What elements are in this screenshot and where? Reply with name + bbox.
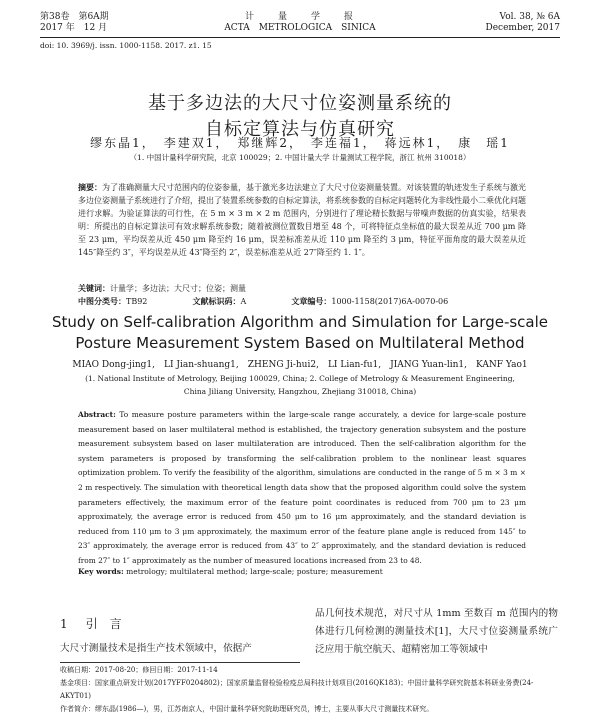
footnote-rule xyxy=(60,662,300,663)
footnotes xyxy=(60,664,560,716)
journal-en: ACTA METROLOGICA SINICA xyxy=(224,23,376,33)
journal-cn: 计 量 学 报 xyxy=(244,12,355,22)
affiliation-en-line1: (1. National Institute of Metrology, Beijing 100029, China; 2. College of Metrology & Measurement Engineering, xyxy=(85,374,515,383)
date-en: December, 2017 xyxy=(485,23,560,33)
footnote-author: 作者简介：缪东晶(1986—)，男，江苏南京人，中国计量科学研究院助理研究员，博士，主要从事大尺寸测量技术研究。 xyxy=(60,705,434,713)
abstract-en xyxy=(78,408,526,569)
header-rule xyxy=(40,37,560,38)
title-cn-line2: 自标定算法与仿真研究 xyxy=(205,119,395,140)
abstract-cn-text: 为了准确测量大尺寸范围内的位姿参量，基于激光多边法建立了大尺寸位姿测量装置。对该装置的轨迹发生子系统与激光多边位姿测量子系统进行了介绍，提出了装置系统参数的自标定算法，将系统参数的自标定问题转化为非线性最小二乘优化问题进行求解。为验证算法的可行性，在 5 m × 3 m × 2 m 范围内，分别进行了理论精长数据与带噪声数据的仿真实验，结果表明：所提出的自标定算法可有效求解系统参数；随着被测位置数目增至 48 个，可将特征点坐标值的最大误差从近 700 μm 降至 23 μm，平均误差从近 450 μm 降至约 16 μm，误差标准差从近 110 μm 降至约 3 μm，特征平面角度的最大误差从近 145″降至约 3″，平均误差从近 43″降至约 2″，误差标准差从近 27″降至约 1. 1″。 xyxy=(78,183,526,257)
keywords-cn xyxy=(78,282,526,295)
title-cn-line1: 基于多边法的大尺寸位姿测量系统的 xyxy=(148,93,452,114)
keywords-cn-label: 关键词： xyxy=(78,283,110,293)
running-header-right xyxy=(486,12,560,34)
body-left-column: 大尺寸测量技术是指生产技术领域中，依据产 xyxy=(60,643,252,654)
affiliation-cn: （1. 中国计量科学研究院，北京 100029；2. 中国计量大学 计量测试工程学院，浙江 杭州 310018） xyxy=(129,153,471,162)
authors-en: MIAO Dong-jing1, LI Jian-shuang1, ZHENG Ji-hui2, LI Lian-fu1, JIANG Yuan-lin1, KANF Yao1 xyxy=(72,360,528,370)
affiliation-en-line2: China Jiliang University, Hangzhou, Zhejiang 310018, China) xyxy=(183,387,417,396)
abstract-cn xyxy=(78,181,526,259)
keywords-en xyxy=(78,567,526,576)
authors-cn: 缪东晶1， 李建双1， 郑继辉2， 李连福1， 蒋远林1， 康 瑶1 xyxy=(90,136,510,150)
volume-cn: 第38卷 第6A期 xyxy=(40,12,109,22)
doi: doi: 10. 3969/j. issn. 1000-1158. 2017. z1. 15 xyxy=(40,41,212,50)
body-right-column: 品几何技术规范，对尺寸从 1mm 至数百 m 范围内的物体进行几何检测的测量技术[1]，大尺寸位姿测量系统广泛应用于航空航天、超精密加工等领域中 xyxy=(315,608,558,655)
abstract-en-text: To measure posture parameters within the large-scale range accurately, a device for large-scale posture measurement based on laser multilateral method is established, the trajectory generation subsystem and the posture measurement subsystem based on laser multilateration are introduced. Then the self-calibration algorithm for the system parameters is proposed by transforming the self-calibration problem to the nonlinear least squares optimization problem. To verify the feasibility of the algorithm, simulations are conducted in the range of 5 m × 3 m × 2 m respectively. The simulation with theoretical length data show that the proposed algorithm could solve the system parameters effectively, the maximum error of the feature point coordinates is reduced from 700 μm to 23 μm approximately, the average error is reduced from 450 μm to 16 μm approximately, and the standard deviation is reduced from 110 μm to 3 μm approximately, the maximum error of the feature plane angle is reduced from 145″ to 23″ approximately, the average error is reduced from 43″ to 2″ approximately, and the standard deviation is reduced from 27″ to 1″ approximately as the number of measured locations increased from 23 to 48. xyxy=(78,410,527,565)
doc-code-label: 文献标识码： xyxy=(192,296,241,306)
section-heading xyxy=(60,615,122,632)
footnote-received: 收稿日期：2017-08-20；修回日期：2017-11-14 xyxy=(60,666,218,674)
title-en-line2: Posture Measurement System Based on Multilateral Method xyxy=(75,334,525,352)
keywords-en-text: metrology; multilateral method; large-scale; posture; measurement xyxy=(126,567,383,576)
keywords-cn-text: 计量学；多边法；大尺寸；位姿；测量 xyxy=(110,284,246,293)
clc-label: 中图分类号： xyxy=(78,296,126,306)
classification-cn xyxy=(78,295,526,308)
footnote-fund: 基金项目：国家重点研发计划(2017YFF0204802)；国家质量监督检验检疫总局科技计划项目(2016QK183)；中国计量科学研究院基本科研业务费(24-AKYT01) xyxy=(60,679,534,700)
article-no-label: 文章编号： xyxy=(291,296,332,306)
section-title: 引 言 xyxy=(85,617,122,631)
volume-en: Vol. 38, № 6A xyxy=(499,12,560,22)
keywords-en-label: Key words: xyxy=(78,567,124,576)
article-no-value: 1000-1158(2017)6A-0070-06 xyxy=(331,297,449,306)
doc-code-value: A xyxy=(240,297,247,306)
clc-value: TB92 xyxy=(126,297,148,306)
date-cn: 2017 年 12 月 xyxy=(40,23,108,33)
affiliation-en xyxy=(0,372,600,398)
title-en-line1: Study on Self-calibration Algorithm and Simulation for Large-scale xyxy=(51,313,549,331)
abstract-cn-label: 摘要： xyxy=(78,182,102,192)
abstract-en-label: Abstract: xyxy=(78,410,116,419)
section-number: 1 xyxy=(60,617,68,631)
